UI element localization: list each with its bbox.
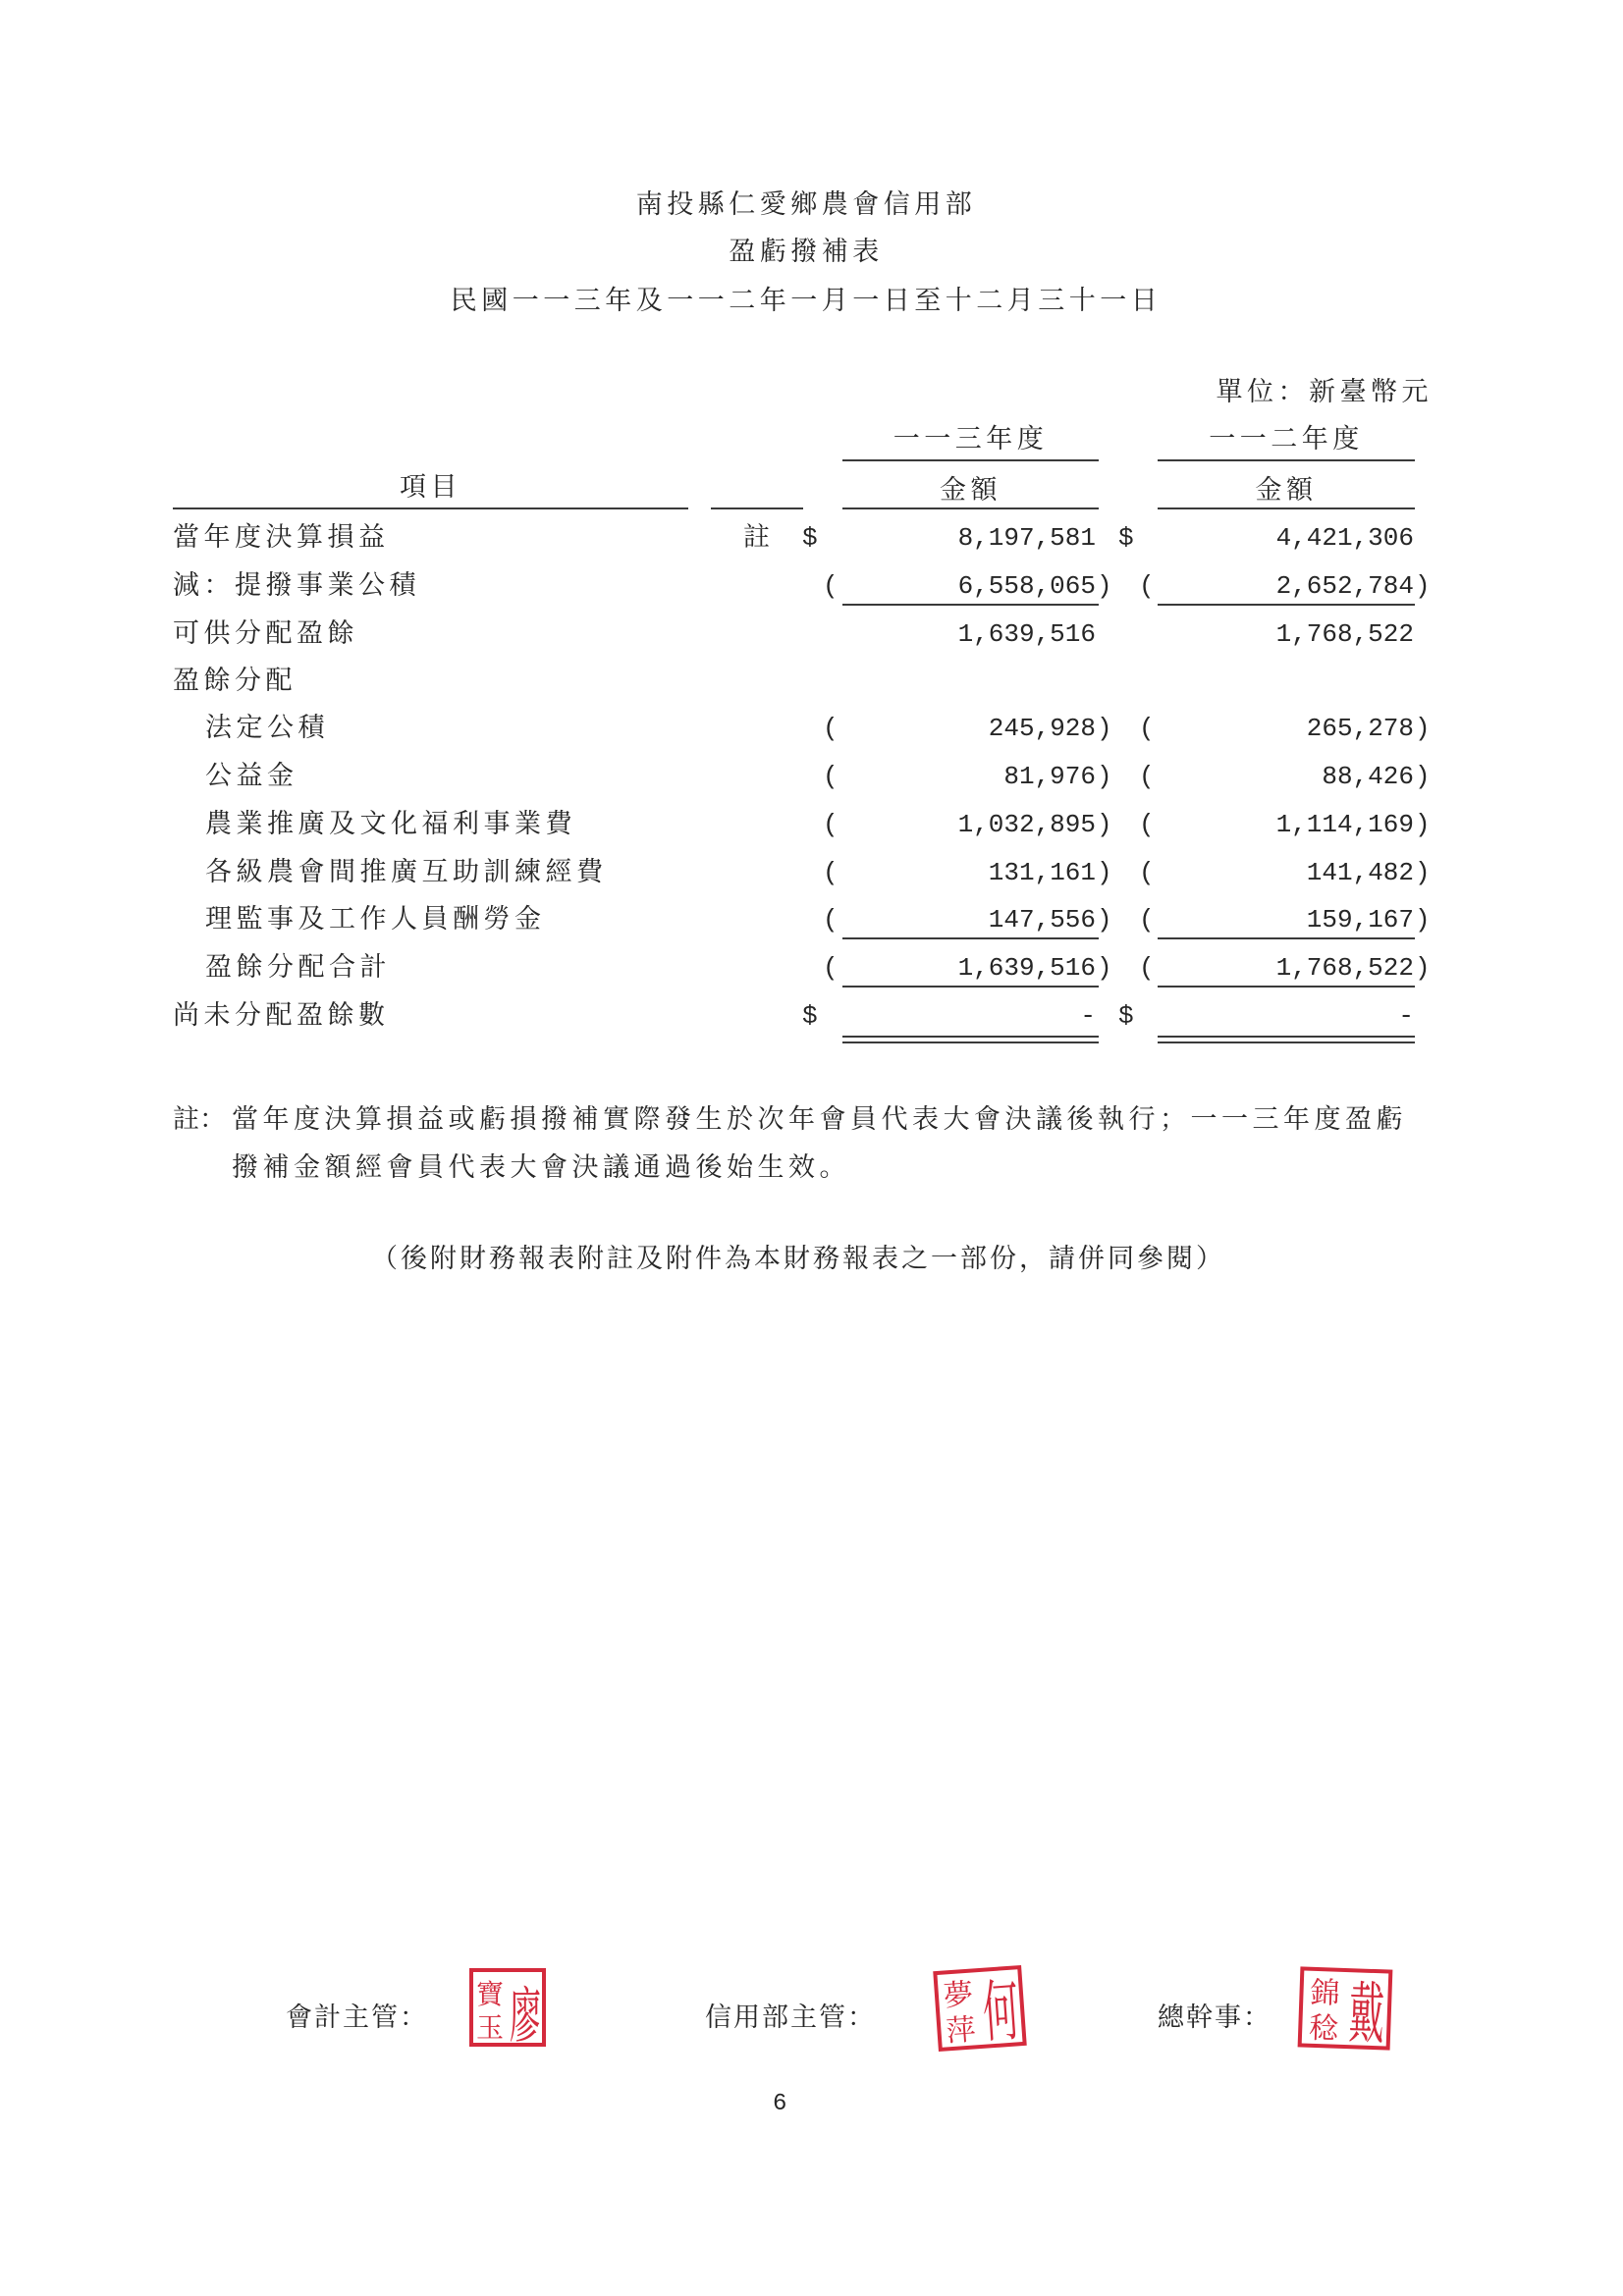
close-paren: ) [1097, 905, 1112, 934]
footnote-line: 撥補金額經會員代表大會決議通過後始生效。 [232, 1152, 850, 1183]
signature-title-general-manager: 總幹事： [1158, 2002, 1271, 2033]
currency-symbol: $ [1118, 1001, 1134, 1031]
close-paren: ) [1097, 810, 1112, 839]
seal-char: 萍 [945, 2012, 977, 2050]
open-paren: ( [1139, 953, 1155, 983]
seal-char: 廖 [510, 1982, 541, 2052]
open-paren: ( [823, 762, 839, 791]
open-paren: ( [1139, 714, 1155, 743]
amount-112: 1,114,169 [1275, 810, 1414, 839]
open-paren: ( [1139, 762, 1155, 791]
currency-symbol: $ [1118, 523, 1134, 553]
seal-general-manager [1297, 1965, 1394, 2054]
row-label: 盈餘分配 [173, 666, 297, 696]
amount-113: 81,976 [1003, 762, 1096, 791]
signature-title-credit-dept: 信用部主管： [705, 2002, 876, 2033]
seal-char: 稔 [1308, 2010, 1339, 2047]
row-public-welfare [0, 753, 1623, 800]
open-paren: ( [1139, 810, 1155, 839]
open-paren: ( [823, 714, 839, 743]
amount-112: 141,482 [1306, 858, 1414, 887]
amount-113: 245,928 [988, 714, 1096, 743]
row-legal-reserve [0, 705, 1623, 752]
row-agri-extension [0, 801, 1623, 848]
amount-113: 1,639,516 [957, 953, 1096, 983]
amount-113: 147,556 [988, 905, 1096, 934]
row-remuneration [0, 896, 1623, 943]
column-amount-113: 金額 [940, 475, 1001, 506]
row-label: 可供分配盈餘 [173, 618, 358, 649]
open-paren: ( [1139, 571, 1155, 601]
seal-char: 玉 [475, 2011, 505, 2044]
close-paren: ) [1097, 858, 1112, 887]
note-marker: 註 [743, 522, 770, 553]
subtotal-rule [842, 604, 1099, 606]
row-training [0, 849, 1623, 896]
row-surplus-distribution [0, 658, 1623, 705]
column-year-112: 一一二年度 [1209, 424, 1364, 454]
amount-113: 131,161 [988, 858, 1096, 887]
footnote-line: 當年度決算損益或虧損撥補實際發生於次年會員代表大會決議後執行；一一三年度盈虧 [232, 1104, 1407, 1135]
open-paren: ( [823, 571, 839, 601]
amount-112: 88,426 [1322, 762, 1414, 791]
row-label: 農業推廣及文化福利事業費 [205, 809, 576, 839]
close-paren: ) [1097, 953, 1112, 983]
subtotal-rule [1158, 604, 1415, 606]
seal-char: 何 [980, 1970, 1022, 2053]
open-paren: ( [823, 810, 839, 839]
amount-113-underline [842, 507, 1099, 509]
close-paren: ) [1415, 762, 1431, 791]
seal-char: 戴 [1347, 1973, 1386, 2054]
close-paren: ) [1415, 953, 1431, 983]
row-label: 公益金 [205, 761, 298, 791]
close-paren: ) [1097, 762, 1112, 791]
row-label: 各級農會間推廣互助訓練經費 [205, 857, 608, 887]
row-label: 理監事及工作人員酬勞金 [205, 904, 546, 934]
close-paren: ) [1415, 714, 1431, 743]
item-underline [173, 507, 688, 509]
double-rule [842, 1036, 1099, 1043]
double-rule [1158, 1036, 1415, 1043]
open-paren: ( [823, 905, 839, 934]
amount-112: - [1398, 1001, 1414, 1031]
row-undistributed-surplus [0, 992, 1623, 1040]
total-rule [1158, 986, 1415, 988]
amount-113: 1,639,516 [957, 619, 1096, 649]
row-label: 盈餘分配合計 [205, 952, 391, 983]
seal-char: 寶 [475, 1978, 505, 2010]
close-paren: ) [1415, 810, 1431, 839]
open-paren: ( [1139, 905, 1155, 934]
currency-symbol: $ [802, 523, 818, 553]
signature-title-accounting: 會計主管： [286, 2002, 428, 2033]
close-paren: ) [1097, 714, 1112, 743]
seal-char: 錦 [1309, 1975, 1341, 2011]
disclaimer: （後附財務報表附註及附件為本財務報表之一部份，請併同參閱） [371, 1244, 1225, 1274]
amount-112: 1,768,522 [1275, 619, 1414, 649]
subtotal-rule [1158, 937, 1415, 939]
row-net-income [0, 514, 1623, 561]
organization-name: 南投縣仁愛鄉農會信用部 [635, 189, 977, 220]
open-paren: ( [823, 953, 839, 983]
statement-title: 盈虧撥補表 [729, 237, 884, 267]
statement-period: 民國一一三年及一一二年一月一日至十二月三十一日 [450, 286, 1163, 316]
amount-113: 8,197,581 [957, 523, 1096, 553]
footnote-marker: 註： [173, 1104, 226, 1135]
amount-112: 265,278 [1306, 714, 1414, 743]
subtotal-rule [842, 937, 1099, 939]
year-112-underline [1158, 459, 1415, 461]
close-paren: ) [1415, 571, 1431, 601]
column-year-113: 一一三年度 [893, 424, 1049, 454]
row-distribution-total [0, 944, 1623, 991]
seal-credit-dept-supervisor [932, 1964, 1028, 2053]
page-number: 6 [773, 2091, 787, 2117]
currency-symbol: $ [802, 1001, 818, 1031]
close-paren: ) [1415, 905, 1431, 934]
amount-112: 1,768,522 [1275, 953, 1414, 983]
row-label: 法定公積 [205, 713, 329, 743]
row-label: 減：提撥事業公積 [173, 570, 420, 601]
amount-113: 1,032,895 [957, 810, 1096, 839]
seal-accounting-supervisor [468, 1967, 547, 2052]
amount-113: - [1080, 1001, 1096, 1031]
amount-112-underline [1158, 507, 1415, 509]
year-113-underline [842, 459, 1099, 461]
currency-unit: 單位：新臺幣元 [1216, 377, 1433, 407]
row-label: 當年度決算損益 [173, 522, 390, 553]
close-paren: ) [1097, 571, 1112, 601]
note-column-underline [711, 507, 803, 509]
amount-112: 4,421,306 [1275, 523, 1414, 553]
row-distributable-surplus [0, 611, 1623, 658]
close-paren: ) [1415, 858, 1431, 887]
open-paren: ( [823, 858, 839, 887]
seal-char: 夢 [942, 1977, 975, 2014]
row-less-business-reserve [0, 562, 1623, 610]
column-amount-112: 金額 [1255, 475, 1318, 506]
open-paren: ( [1139, 858, 1155, 887]
amount-112: 159,167 [1306, 905, 1414, 934]
total-rule [842, 986, 1099, 988]
row-label: 尚未分配盈餘數 [173, 1000, 390, 1031]
column-item: 項目 [400, 472, 461, 503]
amount-113: 6,558,065 [957, 571, 1096, 601]
amount-112: 2,652,784 [1275, 571, 1414, 601]
